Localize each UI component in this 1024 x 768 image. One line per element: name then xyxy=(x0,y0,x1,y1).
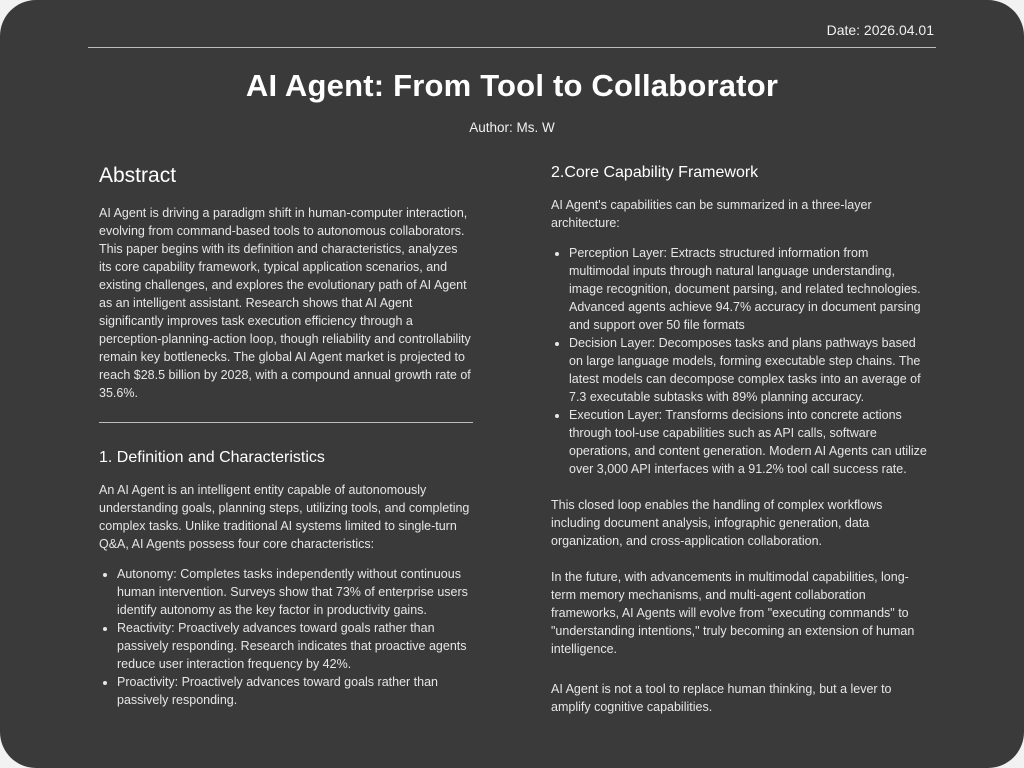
capability-layers-list xyxy=(551,244,927,478)
document-title: AI Agent: From Tool to Collaborator xyxy=(245,68,779,103)
list-item: • Reactivity: Proactively advances toward goals rather than passively responding. Research indicates that proactive agents reduce user interaction frequency by 42%. xyxy=(117,619,473,673)
section2-intro: AI Agent's capabilities can be summarized in a three-layer architecture: xyxy=(551,198,872,230)
list-item: • Execution Layer: Transforms decisions into concrete actions through tool-use capabilities such as API calls, software operations, and content generation. Modern AI Agents can utilize over 3,000 API interfaces with a 91.2% tool call success rate. xyxy=(569,406,927,478)
characteristics-list xyxy=(99,565,473,709)
document-author: Author: Ms. W xyxy=(469,120,555,135)
list-item: • Proactivity: Proactively advances toward goals rather than passively responding. xyxy=(117,673,473,709)
section1-heading: 1. Definition and Characteristics xyxy=(99,449,325,466)
section2-heading: 2.Core Capability Framework xyxy=(551,164,759,181)
section1-intro: An AI Agent is an intelligent entity capable of autonomously understanding goals, planning steps, utilizing tools, and completing complex tasks. Unlike traditional AI systems limited to single-turn Q&A, AI Agents possess four core characteristics: xyxy=(99,483,470,551)
right-column xyxy=(551,162,927,716)
future-paragraph: In the future, with advancements in multimodal capabilities, long-term memory mechanisms, and multi-agent collaboration frameworks, AI Agents will evolve from "executing commands" to "understanding intentions," truly becoming an extension of human intelligence. xyxy=(551,570,915,656)
closed-loop-paragraph: This closed loop enables the handling of complex workflows including document analysis, infographic generation, data organization, and cross-application collaboration. xyxy=(551,498,883,548)
list-item: • Autonomy: Completes tasks independently without continuous human intervention. Surveys show that 73% of enterprise users identify autonomy as the key factor in productivity gains. xyxy=(117,565,473,619)
list-item: • Perception Layer: Extracts structured information from multimodal inputs through natural language understanding, image recognition, document parsing, and related technologies. Advanced agents achieve 94.7% accuracy in document parsing and support over 50 file formats xyxy=(569,244,927,334)
conclusion-paragraph: AI Agent is not a tool to replace human thinking, but a lever to amplify cognitive capabilities. xyxy=(551,682,892,714)
document-date: Date: 2026.04.01 xyxy=(826,22,934,38)
list-item: • Decision Layer: Decomposes tasks and plans pathways based on large language models, forming executable step chains. The latest models can decompose complex tasks into an average of 7.3 executable subtasks with 89% planning accuracy. xyxy=(569,334,927,406)
header-divider xyxy=(88,47,936,48)
abstract-text: AI Agent is driving a paradigm shift in human-computer interaction, evolving from command-based tools to autonomous collaborators. This paper begins with its definition and characteristics, analyzes its core capability framework, typical application scenarios, and existing challenges, and explores the evolutionary path of AI Agent as an intelligent assistant. Research shows that AI Agent significantly improves task execution efficiency through a perception-planning-action loop, though reliability and controllability remain key bottlenecks. The global AI Agent market is projected to reach $28.5 billion by 2028, with a compound annual growth rate of 35.6%. xyxy=(99,206,471,400)
left-column xyxy=(99,162,473,709)
section-divider xyxy=(99,422,473,423)
abstract-heading: Abstract xyxy=(99,164,177,187)
